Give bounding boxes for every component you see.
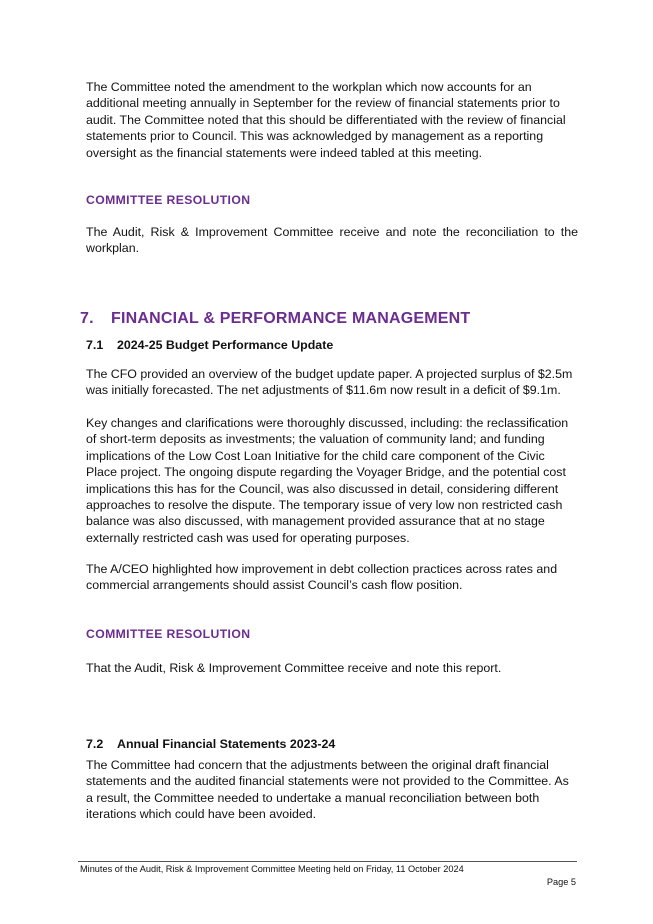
section-title: FINANCIAL & PERFORMANCE MANAGEMENT [111,310,471,327]
committee-resolution-heading: COMMITTEE RESOLUTION [86,627,251,641]
section-number: 7. [80,310,94,327]
subsection-number: 7.1 [86,338,104,352]
financial-statements-paragraph: The Committee had concern that the adjustments between the original draft financial statements and the audited financial statements were not provided to the Committee. As a result, the Committee needed to undertake a manual reconciliation between both iterations which could have been avoided. [86,758,569,822]
acceo-paragraph: The A/CEO highlighted how improvement in debt collection practices across rates and commercial arrangements should assist Council’s cash flow position. [86,562,558,593]
committee-resolution-text: The Audit, Risk & Improvement Committee receive and note the reconciliation to the workplan. [86,225,578,256]
workplan-paragraph: The Committee noted the amendment to the workplan which now accounts for an additional meeting annually in September for the review of financial statements prior to audit. The Committee noted that this should be differentiated with the review of financial statements prior to Council. This was acknowledged by management as a reporting oversight as the financial statements were indeed tabled at this meeting. [86,80,566,160]
subsection-title: Annual Financial Statements 2023-24 [117,737,336,751]
subsection-number: 7.2 [86,737,104,751]
footer-divider [78,861,577,862]
committee-resolution-heading: COMMITTEE RESOLUTION [86,193,251,207]
subsection-title: 2024-25 Budget Performance Update [117,338,334,352]
section-heading [80,310,470,328]
budget-paragraph: The CFO provided an overview of the budget update paper. A projected surplus of $2.5m was initially forecasted. The net adjustments of $11.6m now result in a deficit of $9.1m. [86,367,573,398]
page-number: Page 5 [546,877,576,887]
subsection-heading [86,737,335,751]
committee-resolution-text: That the Audit, Risk & Improvement Committee receive and note this report. [86,661,502,675]
footer-text: Minutes of the Audit, Risk & Improvement Committee Meeting held on Friday, 11 October 2024 [80,864,464,874]
budget-discussion-paragraph: Key changes and clarifications were thoroughly discussed, including: the reclassification of short-term deposits as investments; the valuation of community land; and funding implications of the Low Cost Loan Initiative for the child care component of the Civic Place project. The ongoing dispute regarding the Voyager Bridge, and the potential cost implications this has for the Council, was also discussed in detail, considering different approaches to resolve the dispute. The temporary issue of very low non restricted cash balance was also discussed, with management provided assurance that at no stage externally restricted cash was used for operating purposes. [86,416,569,545]
subsection-heading [86,338,333,352]
